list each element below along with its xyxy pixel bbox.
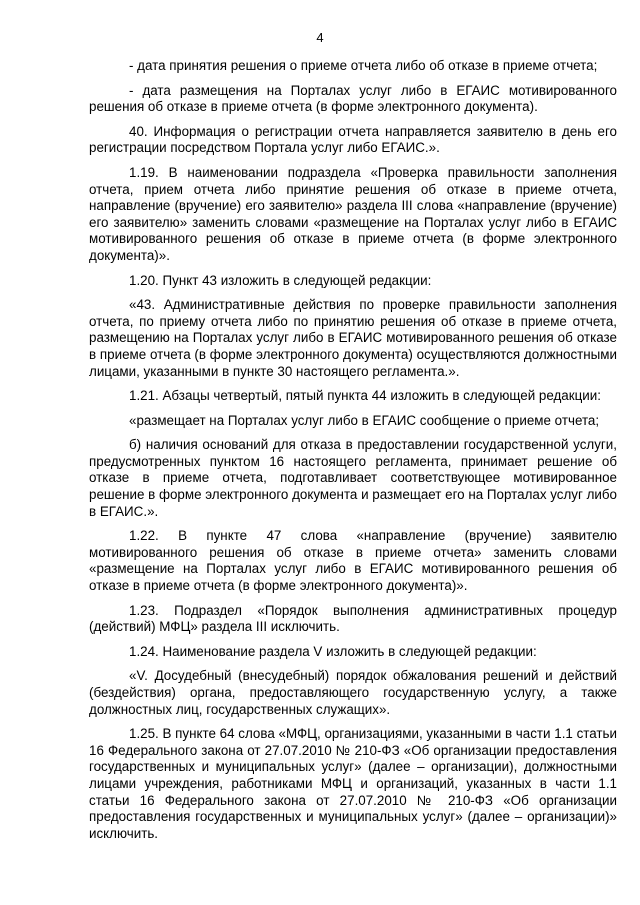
paragraph-1-19: 1.19. В наименовании подраздела «Проверка правильности заполнения отчета, прием отчета либо принятие решения об отказе в приеме отчета, направление (вручение) его заявителю» раздела III слова «направление (вручение) его заявителю» заменить словами «размещение на Порталах услуг либо в ЕГАИС мотивированного решения об отказе в приеме отчета (в форме электронного документа)». — [89, 164, 617, 263]
page-number: 4 — [316, 30, 324, 45]
paragraph-b: б) наличия оснований для отказа в предоставлении государственной услуги, предусмотренных пунктом 16 настоящего регламента, принимает решение об отказе в приеме отчета, подготавливает соответствующее мотивированное решение в форме электронного документа и размещает его на Порталах услуг либо в ЕГАИС.». — [89, 437, 618, 519]
paragraph-1-21: 1.21. Абзацы четвертый, пятый пункта 44 изложить в следующей редакции: — [129, 388, 601, 404]
paragraph-40: 40. Информация о регистрации отчета направляется заявителю в день его регистрации посредством Портала услуг либо ЕГАИС.». — [89, 123, 617, 156]
paragraph-section-v: «V. Досудебный (внесудебный) порядок обжалования решений и действий (бездействия) органа, предоставляющего государственную услугу, а также должностных лиц, государственных служащих». — [89, 668, 617, 717]
paragraph-1-23: 1.23. Подраздел «Порядок выполнения административных процедур (действий) МФЦ» раздела III исключить. — [89, 602, 617, 635]
paragraph-placement-date: - дата размещения на Порталах услуг либо в ЕГАИС мотивированного решения об отказе в приеме отчета (в форме электронного документа). — [89, 82, 617, 115]
paragraph-1-22: 1.22. В пункте 47 слова «направление (вручение) заявителю мотивированного решения об отказе в приеме отчета» заменить словами «размещение на Порталах услуг либо в ЕГАИС мотивированного решения об отказе в приеме отчета (в форме электронного документа)». — [89, 528, 617, 594]
paragraph-1-25: 1.25. В пункте 64 слова «МФЦ, организациями, указанными в части 1.1 статьи 16 Федерального закона от 27.07.2010 № 210-ФЗ «Об организации предоставления государственных и муниципальных услуг» (далее – организации), должностными лицами учреждения, работниками МФЦ и организаций, указанных в части 1.1 статьи 16 Федерального закона от 27.07.2010 № 210-ФЗ «Об организации предоставления государственных и муниципальных услуг» (далее – организации)» исключить. — [89, 726, 617, 841]
document-body — [89, 58, 617, 850]
paragraph-43: «43. Административные действия по проверке правильности заполнения отчета, по приему отчета либо по принятию решения об отказе в приеме отчета, размещению на Порталах услуг либо в ЕГАИС мотивированного решения об отказе в приеме отчета (в форме электронного документа) осуществляются должностными лицами, указанными в пункте 30 настоящего регламента.». — [89, 297, 617, 379]
paragraph-decision-date: - дата принятия решения о приеме отчета либо об отказе в приеме отчета; — [129, 58, 598, 73]
paragraph-1-20: 1.20. Пункт 43 изложить в следующей редакции: — [129, 272, 432, 288]
paragraph-places-message: «размещает на Порталах услуг либо в ЕГАИС сообщение о приеме отчета; — [129, 412, 600, 428]
paragraph-1-24: 1.24. Наименование раздела V изложить в следующей редакции: — [129, 643, 537, 659]
